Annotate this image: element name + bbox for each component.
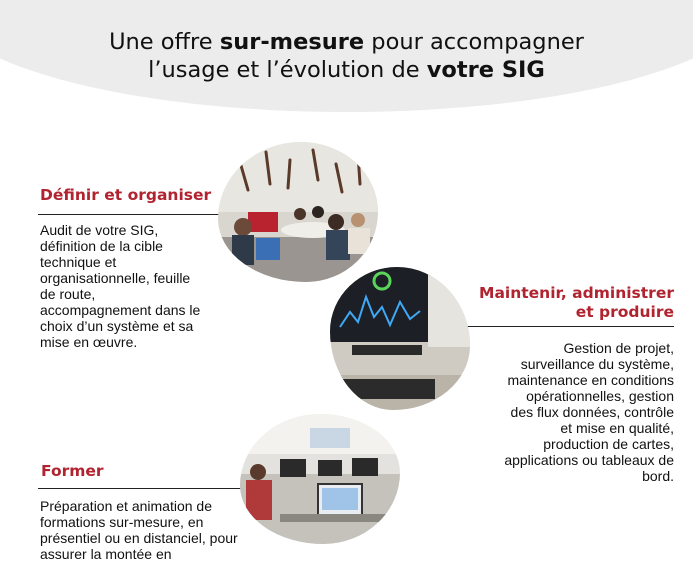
page-title	[0, 28, 693, 84]
title-line-1: Une offre sur-mesure pour accompagner	[109, 29, 584, 55]
section-heading-maintenir: Maintenir, administrer et produire	[479, 284, 674, 321]
section-heading-definir: Définir et organiser	[40, 186, 212, 204]
title-line-2: l’usage et l’évolution de votre SIG	[148, 57, 545, 83]
photo-monitoring-screen	[330, 267, 470, 410]
section-body-maintenir: Gestion de projet, surveillance du système, maintenance en conditions opérationnelles, gestion des flux données, contrôle et mise en qualité, production de cartes, applications ou tableaux de bord.	[504, 340, 674, 484]
section-divider	[38, 488, 258, 489]
section-heading-former: Former	[41, 462, 104, 480]
section-body-definir: Audit de votre SIG, définition de la cible technique et organisationnelle, feuille de route, accompagnement dans le choix d’un système et sa mise en œuvre.	[40, 222, 201, 350]
section-divider	[38, 214, 234, 215]
photo-training-room	[240, 414, 400, 544]
photo-meeting-room	[218, 142, 378, 282]
section-body-former: Préparation et animation de formations sur-mesure, en présentiel ou en distanciel, pour assurer la montée en	[40, 498, 238, 562]
